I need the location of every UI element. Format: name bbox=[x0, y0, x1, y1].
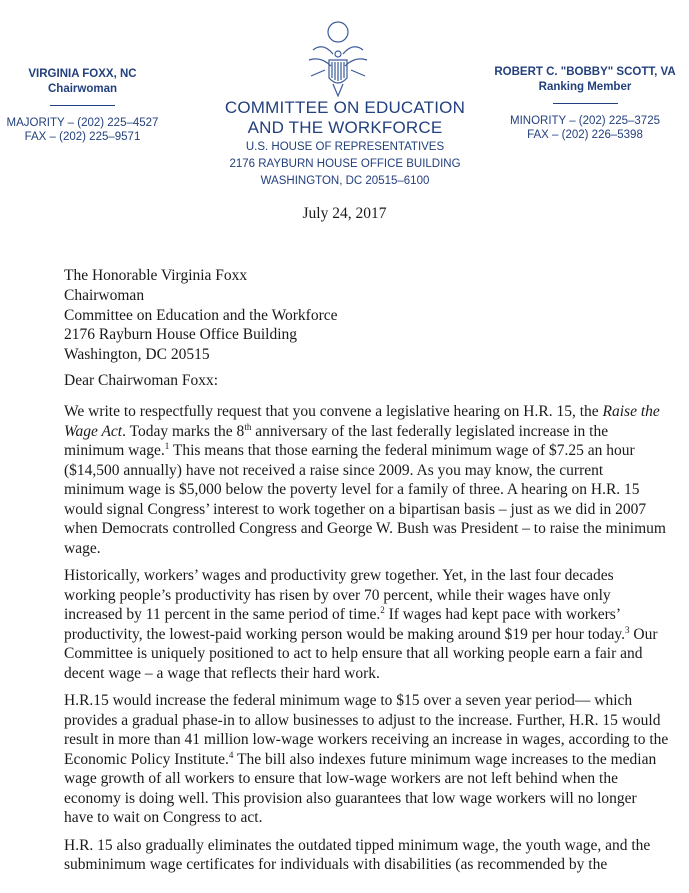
recipient-address bbox=[64, 266, 338, 365]
text-segment: minimum wage is $5,000 below the poverty level for a family of three. A hearing on H.R. 15 bbox=[64, 481, 640, 498]
chair-name: VIRGINIA FOXX, NC bbox=[28, 68, 137, 80]
text-segment: wage growth of all workers to ensure that low-wage workers are not left behind when the bbox=[64, 770, 618, 787]
text-segment: economy is doing well. This provision also guarantees that low wage workers will no longer bbox=[64, 789, 637, 807]
ranking-member-name: ROBERT C. "BOBBY" SCOTT, VA bbox=[494, 66, 676, 78]
house-name: U.S. HOUSE OF REPRESENTATIVES bbox=[245, 141, 445, 153]
minority-phone: MINORITY – (202) 225–3725 bbox=[509, 115, 660, 127]
text-segment: wage. bbox=[64, 539, 101, 557]
text-line bbox=[64, 855, 684, 875]
ranking-member-title: Ranking Member bbox=[538, 81, 632, 93]
divider bbox=[553, 103, 618, 104]
committee-block bbox=[190, 98, 500, 189]
text-line bbox=[64, 769, 684, 789]
body-paragraph bbox=[64, 402, 684, 558]
body-paragraph bbox=[64, 836, 684, 875]
text-line bbox=[64, 691, 684, 711]
text-line bbox=[64, 539, 684, 559]
text-segment: would signal Congress’ interest to work together on a bipartisan basis – just as we did in 2007 bbox=[64, 500, 647, 518]
text-segment: Committee is uniquely positioned to act to help ensure that all working people earn a fair and bbox=[64, 645, 643, 662]
minority-fax: FAX – (202) 226–5398 bbox=[527, 129, 643, 141]
text-line bbox=[64, 750, 684, 770]
text-line bbox=[64, 480, 684, 500]
text-segment: decent wage – a wage that reflects their hard work. bbox=[64, 664, 380, 682]
text-segment: Historically, workers’ wages and productivity grew together. Yet, in the last four decades bbox=[64, 567, 614, 584]
text-line bbox=[64, 808, 684, 828]
address-line: 2176 Rayburn House Office Building bbox=[64, 326, 298, 344]
footnote-marker: 2 bbox=[380, 604, 385, 615]
text-line bbox=[64, 519, 684, 539]
text-segment: working people’s productivity has risen by over 70 percent, while their wages have only bbox=[64, 586, 611, 604]
text-segment: H.R.15 would increase the federal minimum wage to $15 over a seven year period— which bbox=[64, 692, 633, 709]
text-line bbox=[64, 789, 684, 809]
address-line: Committee on Education and the Workforce bbox=[64, 306, 338, 324]
footnote-marker: 3 bbox=[625, 624, 630, 635]
text-segment: H.R. 15 also gradually eliminates the outdated tipped minimum wage, the youth wage, and the bbox=[64, 836, 651, 854]
city-address: WASHINGTON, DC 20515–6100 bbox=[260, 175, 430, 187]
text-segment: Raise the bbox=[602, 403, 660, 420]
text-segment: We write to respectfully request that you convene a legislative hearing on H.R. 15, the bbox=[64, 403, 603, 420]
address-line: The Honorable Virginia Foxx bbox=[64, 267, 248, 284]
text-line bbox=[64, 441, 684, 461]
text-segment: Wage Act bbox=[64, 422, 123, 440]
salutation: Dear Chairwoman Foxx: bbox=[64, 372, 219, 389]
address-line: Washington, DC 20515 bbox=[64, 346, 210, 364]
text-line bbox=[64, 711, 684, 731]
text-segment: ($14,500 annually) have not received a raise since 2009. As you may know, the current bbox=[64, 461, 604, 479]
text-line bbox=[64, 586, 684, 606]
text-segment: increased by 11 percent in the same period of time. bbox=[64, 606, 381, 623]
committee-name-line1: COMMITTEE ON EDUCATION bbox=[224, 98, 466, 117]
text-segment: Economic Policy Institute. bbox=[64, 750, 229, 768]
text-segment: minimum wage. bbox=[64, 442, 165, 459]
footnote-marker: 1 bbox=[164, 440, 170, 451]
text-segment: anniversary of the last federally legislated increase in the bbox=[251, 422, 609, 440]
text-line bbox=[64, 566, 684, 586]
text-line bbox=[64, 461, 684, 481]
building-address: 2176 RAYBURN HOUSE OFFICE BUILDING bbox=[229, 158, 461, 170]
text-line bbox=[64, 605, 684, 625]
text-line bbox=[64, 402, 684, 422]
committee-name-line2: AND THE WORKFORCE bbox=[247, 118, 443, 137]
text-segment: The bill also indexes future minimum wage increases to the median bbox=[233, 750, 657, 768]
text-segment: This means that those earning the federal minimum wage of $7.25 an hour bbox=[169, 442, 635, 459]
text-line bbox=[64, 836, 684, 856]
text-segment: . Today marks the 8 bbox=[122, 422, 245, 440]
text-segment: productivity, the lowest-paid working person would be making around $19 per hour today. bbox=[64, 625, 626, 643]
letter-body bbox=[64, 402, 684, 893]
majority-fax: FAX – (202) 225–9571 bbox=[24, 131, 141, 143]
text-line bbox=[64, 644, 684, 664]
footnote-marker: 4 bbox=[228, 749, 234, 760]
text-line bbox=[64, 730, 684, 750]
letter-date: July 24, 2017 bbox=[302, 205, 387, 222]
text-segment: when Democrats controlled Congress and George W. Bush was President – to raise the minimum bbox=[64, 520, 666, 537]
text-line bbox=[64, 664, 684, 684]
text-segment: subminimum wage certificates for individuals with disabilities (as recommended by the bbox=[64, 856, 608, 873]
text-segment: result in more than 41 million low-wage workers receiving an increase in wages, according to the bbox=[64, 731, 669, 748]
text-segment: provides a gradual phase-in to allow businesses to adjust to the increase. Further, H.R. 15 would bbox=[64, 711, 661, 729]
great-seal-eagle-icon bbox=[303, 20, 373, 100]
text-line bbox=[64, 625, 684, 645]
divider bbox=[50, 105, 115, 106]
text-line bbox=[64, 500, 684, 520]
text-segment: have to wait on Congress to act. bbox=[64, 809, 263, 826]
body-paragraph bbox=[64, 566, 684, 683]
chair-block bbox=[0, 68, 165, 143]
body-paragraph bbox=[64, 691, 684, 828]
ranking-member-block bbox=[480, 66, 689, 141]
address-line: Chairwoman bbox=[64, 286, 145, 304]
text-line bbox=[64, 422, 684, 442]
text-segment: Our bbox=[629, 625, 658, 643]
chair-title: Chairwoman bbox=[47, 83, 117, 95]
text-segment: If wages had kept pace with workers’ bbox=[384, 606, 621, 623]
majority-phone: MAJORITY – (202) 225–4527 bbox=[6, 117, 159, 129]
footnote-marker: th bbox=[244, 421, 252, 432]
